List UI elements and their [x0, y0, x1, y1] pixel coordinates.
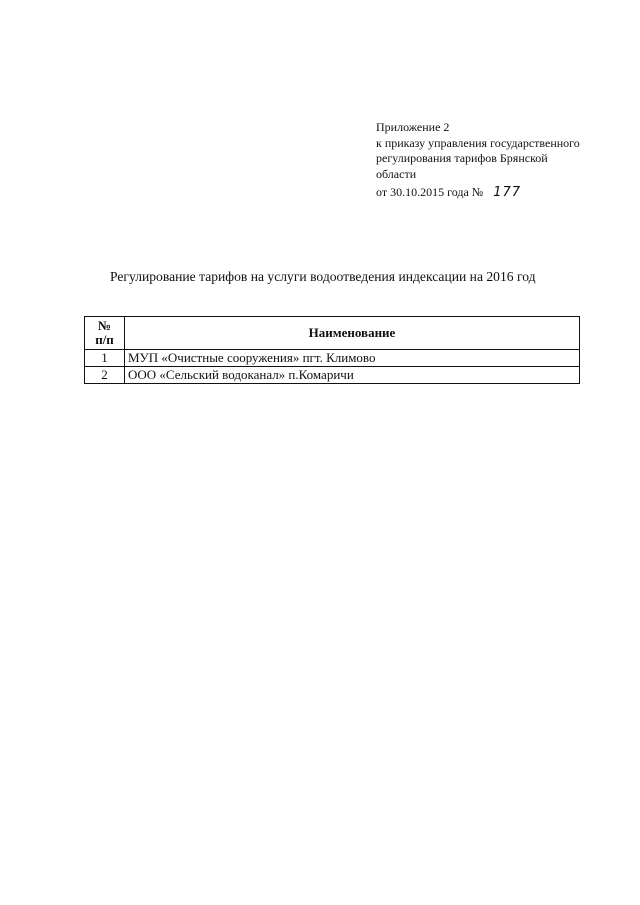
row-number: 1: [85, 350, 125, 367]
annex-date: от 30.10.2015 года №: [376, 185, 484, 199]
header-name: Наименование: [125, 317, 580, 350]
header-number-label: № п/п: [95, 318, 114, 347]
annex-number: Приложение 2: [376, 120, 450, 134]
table-row: [85, 350, 580, 367]
header-number: [85, 317, 125, 350]
row-name: ООО «Сельский водоканал» п.Комаричи: [125, 367, 580, 384]
table-row: [85, 367, 580, 384]
annex-order-reference: к приказу управления государственного: [376, 135, 580, 150]
row-name: МУП «Очистные сооружения» пгт. Климово: [125, 350, 580, 367]
document-title: Регулирование тарифов на услуги водоотведения индексации на 2016 год: [110, 269, 536, 284]
annex-authority: регулирования тарифов Брянской: [376, 151, 548, 165]
organizations-table: [84, 316, 580, 384]
annex-block: [376, 120, 626, 201]
row-number: 2: [85, 367, 125, 384]
handwritten-order-number: 177: [493, 185, 522, 200]
annex-region: области: [376, 166, 417, 181]
annex-date-line: [376, 185, 626, 201]
table-header-row: [85, 317, 580, 350]
